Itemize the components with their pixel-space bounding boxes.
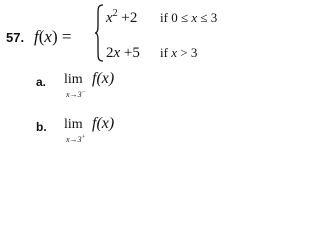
equals-sign: = (57, 27, 72, 46)
case-2-condition: if x > 3 (160, 45, 198, 60)
case-1-condition: if 0 ≤ x ≤ 3 (160, 10, 218, 25)
function-name: f (34, 27, 39, 46)
close-paren: ) (51, 27, 58, 46)
open-paren: ( (38, 27, 45, 46)
problem-number: 57. (6, 30, 25, 45)
function-variable: x (44, 27, 52, 46)
piecewise-brace (94, 4, 104, 62)
part-a-label: a. (36, 75, 47, 89)
part-a-limit-subscript: x→3− (66, 89, 86, 99)
function-definition-head (34, 27, 71, 47)
case-1-expression: $x^2 +2$ (106, 8, 138, 26)
part-b-limit-expression: f(x) (92, 115, 115, 132)
case-2-expression: 2x +5 (106, 45, 140, 61)
part-b-limit-subscript: x→3+ (66, 134, 86, 144)
part-b-label: b. (36, 120, 47, 134)
part-a-limit-expression: f(x) (92, 70, 115, 87)
part-b-limit-operator: lim (64, 117, 83, 132)
part-a-limit-operator: lim (64, 72, 83, 87)
